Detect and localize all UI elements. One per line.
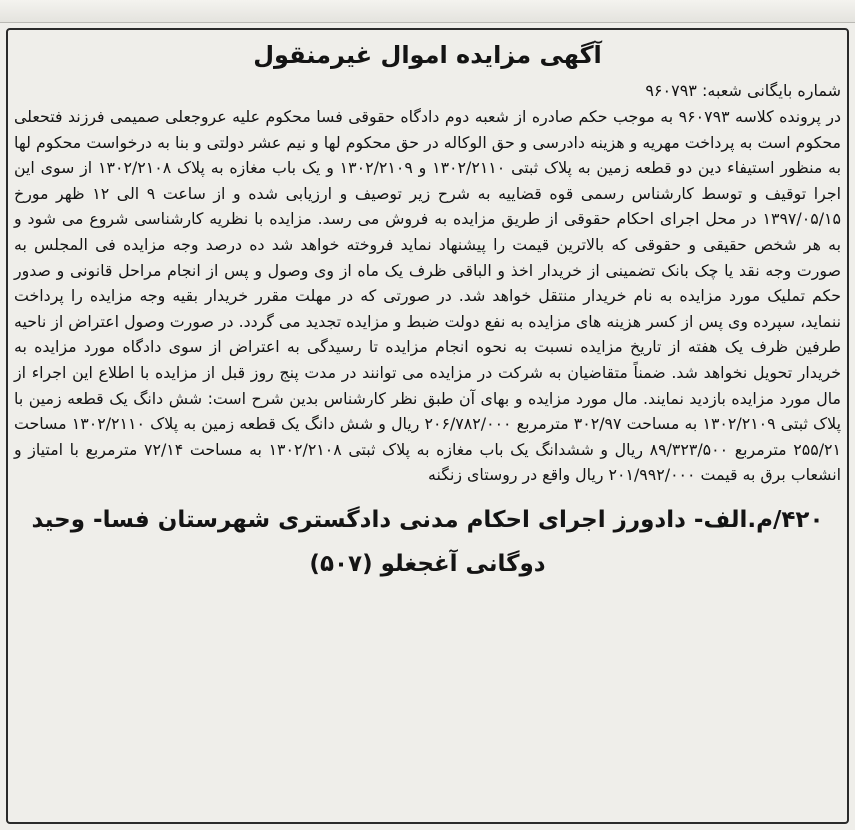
- auction-notice: [14, 32, 841, 586]
- archive-number: شماره بایگانی شعبه: ۹۶۰۷۹۳: [645, 81, 841, 100]
- previous-column-strip: [0, 0, 855, 23]
- notice-body: در پرونده کلاسه ۹۶۰۷۹۳ به موجب حکم صادره از شعبه دوم دادگاه حقوقی فسا محکوم علیه عروجعلی صمیمی فرزند فتحعلی محکوم است به پرداخت مهریه و هزینه دادرسی و حق الوکاله در حق محکوم لها و نیم عشر دولتی و بنا به درخواست محکوم لها به منظور استیفاء دین دو قطعه زمین به پلاک ثبتی ۱۳۰۲/۲۱۱۰ و ۱۳۰۲/۲۱۰۹ و یک باب مغازه به پلاک ۱۳۰۲/۲۱۰۸ از سوی این اجرا توقیف و توسط کارشناس رسمی قوه قضاییه به شرح زیر توصیف و ارزیابی شده و از ساعت ۹ الی ۱۲ ظهر مورخ ۱۳۹۷/۰۵/۱۵ در محل اجرای احکام حقوقی از طریق مزایده به فروش می رسد. مزایده با نظریه کارشناسی شروع می شود و به هر شخص حقیقی و حقوقی که بالاترین قیمت را پیشنهاد نماید فروخته خواهد شد ده درصد وجه مزایده فی المجلس به صورت وجه نقد یا چک بانک تضمینی از خریدار اخذ و الباقی ظرف یک ماه از وی وصول و پس از انجام مراحل قانونی و صدور حکم تملیک مورد مزایده به نام خریدار منتقل خواهد شد. در صورتی که در مهلت مقرر خریدار بقیه وجه مزایده را پرداخت ننماید، سپرده وی پس از کسر هزینه های مزایده به نفع دولت ضبط و مزایده تجدید می گردد. در صورت وصول اعتراض از ناحیه طرفین ظرف یک هفته از تاریخ مزایده نسبت به نحوه انجام مزایده تا رسیدگی به اعتراض از سوی دادگاه مورد مزایده به خریدار تحویل نخواهد شد. ضمناً متقاضیان به شرکت در مزایده می توانند در مدت پنج روز قبل از مزایده با اطلاع این اجراء از مال مورد مزایده بازدید نمایند. مال مورد مزایده و بهای آن طبق نظر کارشناس بدین شرح است: شش دانگ یک قطعه زمین با پلاک ثبتی ۱۳۰۲/۲۱۰۹ به مساحت ۳۰۲/۹۷ مترمربع ۲۰۶/۷۸۲/۰۰۰ ریال و شش دانگ یک قطعه زمین به پلاک ۱۳۰۲/۲۱۱۰ مساحت ۲۵۵/۲۱ مترمربع ۸۹/۳۲۳/۵۰۰ ریال و ششدانگ یک باب مغازه به پلاک ثبتی ۱۳۰۲/۲۱۰۸ به مساحت ۷۲/۱۴ مترمربع با امتیاز و انشعاب برق به قیمت ۲۰۱/۹۹۲/۰۰۰ ریال واقع در روستای زنگنه: [14, 107, 842, 485]
- notice-signature: ۴۲۰/م.الف- دادورز اجرای احکام مدنی دادگستری شهرستان فسا- وحید دوگانی آغجغلو (۵۰۷): [31, 506, 824, 577]
- notice-title: آگهی مزایده اموال غیرمنقول: [253, 41, 602, 69]
